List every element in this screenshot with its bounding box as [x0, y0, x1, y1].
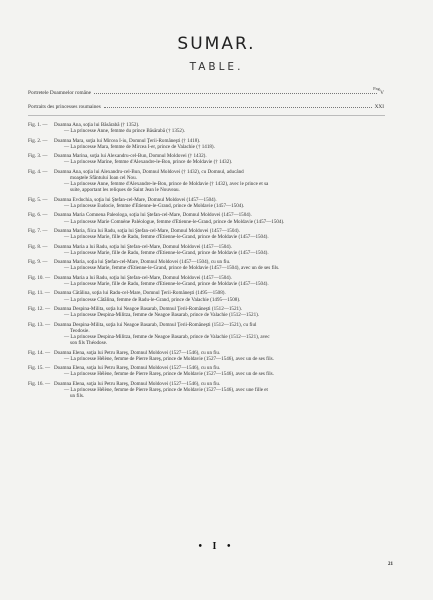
figure-caption-ro: Doamna Cătălina, soţia lui Radu-cel-Mare, Domnul Ţerii-Româneşti (1495—1508). [54, 290, 226, 297]
figure-caption-fr: — La princesse Hélène, femme de Pierre Rareş, prince de Moldavie (1527—1546), avec un de ses fils. [64, 355, 274, 362]
toc-entry-label: Portraits des princesses roumaines [28, 104, 101, 110]
figure-label: Fig. 16. — [28, 380, 51, 387]
pag-label: Pag. [373, 86, 381, 91]
page-number: 21 [388, 562, 393, 567]
figure-entry [28, 153, 386, 165]
figure-label: Fig. 6. — [28, 212, 48, 219]
figure-label: Fig. 3. — [28, 153, 48, 160]
figure-caption-fr: — La princesse Anne, femme d'Alexandre-le-Bon, prince de Moldavie († 1432), avec le prince et sa [64, 181, 269, 188]
figure-label: Fig. 11. — [28, 290, 50, 297]
figure-entry [28, 350, 386, 362]
figure-caption-ro: Doamna Ana, soţia lui Alexandru-cel-Bun, Domnul Moldovei († 1432), cu Domnul, aducând [54, 168, 244, 175]
figure-caption-ro: Doamna Maria, soţia lui Ştefan-cel-Mare, Domnul Moldovei (1457—1504), cu un fiu. [54, 259, 231, 266]
figure-label: Fig. 2. — [28, 137, 48, 144]
figure-label: Fig. 1. — [28, 122, 48, 128]
figure-entry [28, 228, 386, 240]
figure-caption-fr: — La princesse Marie, fille de Radu, femme d'Etienne-le-Grand, prince de Moldavie (1457—1504). [64, 280, 269, 287]
figure-entry [28, 275, 386, 287]
figure-caption-fr: — La princesse Marie Comnène Paléologue, femme d'Etienne-le-Grand, prince de Moldavie (1457—1504). [64, 218, 285, 225]
figure-entry [28, 197, 386, 209]
toc-entry-label: Portretele Doamnelor române [28, 90, 91, 96]
figure-caption-ro: moaştele Sfântului Ioan cel Nou. [70, 174, 137, 181]
figure-label: Fig. 12. — [28, 306, 51, 313]
figure-caption-fr: — La princesse Despina-Militza, femme de Neagoe Basarab, prince de Valachie (1512—1521), avec [64, 333, 270, 340]
figure-caption-ro: Doamna Elena, soţia lui Petru Rareş, Domnul Moldovei (1527—1546), cu un fiu. [54, 349, 221, 356]
figure-caption-fr: — La princesse Marie, fille de Radu, femme d'Etienne-le-Grand, prince de Moldavie (1457—1504). [64, 234, 269, 241]
toc-entry-page: V [380, 90, 384, 96]
figure-caption-fr: — La princesse Eudocie, femme d'Etienne-le-Grand, prince de Moldavie (1457—1504). [64, 202, 245, 209]
figure-caption-ro: Doamna Mara, soţia lui Mircea I-iu, Domnul Ţerii-Româneşti († 1418). [54, 137, 201, 144]
figure-caption-fr: — La princesse Cătălina, femme de Radu-le-Grand, prince de Valachie (1495—1508). [64, 296, 241, 303]
figure-caption-fr: — La princesse Despina-Militza, femme de Neagoe Basarab, prince de Valachie (1512—1521). [64, 312, 260, 319]
figure-caption-fr: — La princesse Hélène, femme de Pierre Rareş, prince de Moldavie (1527—1546), avec une fille et [64, 386, 268, 393]
figure-label: Fig. 4. — [28, 168, 48, 175]
dot-leader [94, 93, 377, 94]
figure-label: Fig. 7. — [28, 227, 48, 234]
figure-caption-ro: Teodosie. [70, 327, 90, 334]
figure-caption-fr: — La princesse Marie, fille de Radu, femme d'Etienne-le-Grand, prince de Moldavie (1457—1504). [64, 249, 269, 256]
figure-entry [28, 138, 386, 150]
page-subtitle: TABLE. [189, 61, 244, 73]
figure-entry [28, 290, 386, 302]
figure-entry [28, 212, 386, 224]
figure-caption-fr: — La princesse Anne, femme du prince Băsărabă († 1352). [64, 128, 185, 135]
toc-entry-portraits [28, 104, 384, 110]
figure-caption-fr: son fils Théodose. [70, 340, 108, 347]
figure-label: Fig. 8. — [28, 243, 48, 250]
figure-caption-ro: Doamna Evdochia, soţia lui Ştefan-cel-Mare, Domnul Moldovei (1457—1504). [54, 196, 217, 203]
figure-caption-ro: Doamna Despina-Milita, soţia lui Neagoe Basarab, Domnul Ţerii-Româneşti (1512—1521), cu fiul [54, 321, 257, 328]
figure-label: Fig. 15. — [28, 365, 51, 372]
figure-caption-fr: suite, apportant les reliques de Saint Jean le Nouveau. [70, 187, 180, 194]
figure-caption-ro: Doamna Elena, soţia lui Petru Rareş, Domnul Moldovei (1527—1546), cu un fiu. [54, 380, 221, 387]
figure-caption-fr: — La princesse Hélène, femme de Pierre Rareş, prince de Moldavie (1527—1546), avec un de ses fils. [64, 371, 274, 378]
figure-caption-ro: Doamna Maria a lui Radu, soţia lui Ştefan-cel-Mare, Domnul Moldovei (1457—1504). [54, 274, 232, 281]
toc-entry-portretele [28, 90, 384, 96]
figure-entry [28, 306, 386, 318]
ornament: • I • [198, 541, 235, 552]
figure-caption-ro: Doamna Ana, soţia lui Băsărabă († 1352). [54, 122, 140, 128]
figure-entry [28, 259, 386, 271]
figure-caption-ro: Doamna Maria Comnena Paleologa, soţia lui Ştefan-cel-Mare, Domnul Moldovei (1457—1504). [54, 212, 252, 219]
figure-caption-fr: un fils. [70, 393, 85, 400]
figure-label: Fig. 10. — [28, 274, 51, 281]
figure-entry [28, 244, 386, 256]
figure-caption-fr: — La princesse Marie, femme d'Etienne-le-Grand, prince de Moldavie (1457—1504), avec un de ses fils. [64, 265, 280, 272]
page-title: SUMAR. [177, 34, 256, 54]
section-divider [28, 115, 385, 116]
figure-caption-ro: Doamna Elena, soţia lui Petru Rareş, Domnul Moldovei (1527—1546), cu un fiu. [54, 365, 221, 372]
figure-label: Fig. 9. — [28, 259, 48, 266]
figure-caption-fr: — La princesse Marine, femme d'Alexandre-le-Bon, prince de Moldavie († 1432). [64, 159, 233, 166]
figure-entry [28, 169, 386, 194]
figure-entry [28, 381, 386, 399]
figure-caption-ro: Doamna Maria, fiica lui Radu, soţia lui Ştefan-cel-Mare, Domnul Moldovei (1457—1504). [54, 227, 240, 234]
figure-list [28, 122, 386, 403]
figure-entry [28, 122, 386, 134]
toc-entry-page: XXI [374, 104, 384, 110]
figure-caption-fr: — La princesse Mara, femme de Mircea I-er, prince de Valachie († 1418). [64, 143, 215, 150]
figure-entry [28, 365, 386, 377]
dot-leader [104, 107, 372, 108]
figure-caption-ro: Doamna Maria a lui Radu, soţia lui Ştefan-cel-Mare, Domnul Moldovei (1457—1504). [54, 243, 232, 250]
figure-caption-ro: Doamna Marina, soţia lui Alexandru-cel-Bun, Domnul Moldovei († 1432). [54, 153, 207, 160]
figure-label: Fig. 14. — [28, 349, 51, 356]
figure-entry [28, 322, 386, 347]
figure-caption-ro: Doamna Despina-Milita, soţia lui Neagoe Basarab, Domnul Ţerii-Româneşti (1512—1521). [54, 306, 243, 313]
figure-label: Fig. 5. — [28, 196, 48, 203]
figure-label: Fig. 13. — [28, 321, 51, 328]
